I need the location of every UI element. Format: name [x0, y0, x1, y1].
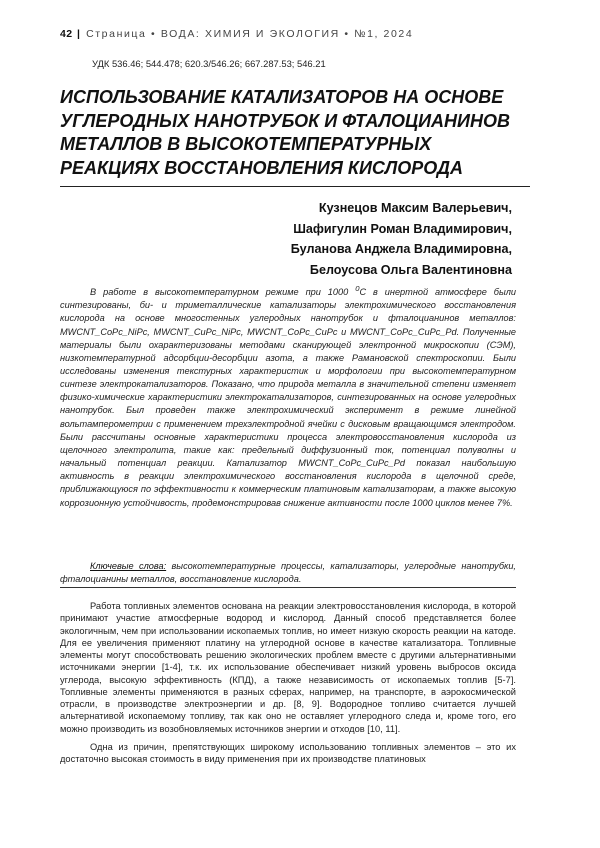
keywords-divider	[60, 587, 516, 588]
udc-code: УДК 536.46; 544.478; 620.3/546.26; 667.287.53; 546.21	[92, 58, 326, 69]
header-bullet: •	[344, 28, 350, 40]
issue-number: №1, 2024	[354, 28, 414, 40]
author-name: Кузнецов Максим Валерьевич,	[318, 201, 512, 215]
author-name: Белоусова Ольга Валентиновна	[309, 262, 512, 277]
header-separator: |	[77, 28, 82, 40]
author-list	[192, 198, 512, 280]
body-paragraph: Одна из причин, препятствующих широкому использованию топливных элементов – это их достаточно высокая стоимость в виду применения при их производстве платиновых	[60, 741, 516, 764]
title-divider	[60, 186, 530, 187]
header-bullet: •	[151, 28, 157, 40]
page-word: Страница	[86, 28, 147, 40]
page-number: 42	[60, 28, 73, 40]
degree-superscript: 0	[355, 284, 360, 293]
keywords-text: высокотемпературные процессы, катализаторы, углеродные нанотрубки, фталоцианины металлов, восстановление кислорода.	[60, 561, 516, 585]
author-name: Буланова Анджела Владимировна,	[290, 242, 512, 256]
abstract	[60, 282, 516, 510]
abstract-text: С в инертной атмосфере были синтезированы, би- и триметаллические катализаторы электрохимического восстановления кислорода на основе многостенных углеродных нанотрубок и фталоцианинов металлов: MWCNT_CoPc_NiPc, MWCNT_CuPc_NiPc, MWCNT_CoPc_CuPc и MWCNT_CoPc_CuPc_Pd. Полученные материалы были охарактеризованы методами сканирующей электронной микроскопии (СЭМ), низкотемпературной адсорбции-десорбции азота, а также Рамановской спектроскопии. Были исследованы изменения текстурных характеристик и морфологии при высокотемпературном синтезе электрокатализаторов. Показано, что природа металла в значительной степени изменяет физико-химические характеристики электрокатализаторов, синтезированных на основе углеродных нанотрубок. Был проведен также электрохимический эксперимент в режиме линейной вольтамперометрии с применением трехэлектродной ячейки с дисковым вращающимся электродом. Были рассчитаны основные характеристики процесса электровосстановления кислорода из щелочного электролита, такие как: предельный диффузионный ток, потенциал полуволны и начальный потенциал реакции. Катализатор MWCNT_CoPc_CuPc_Pd показал наибольшую активность в реакции электрохимического восстановления кислорода в щелочной среде, приближающуюся по эффективности к коммерческим платиновым катализаторам, а также высокую коррозионную устойчивость, продемонстрировав снижение активности после 1000 циклов менее 7%.	[60, 287, 516, 508]
journal-name: ВОДА: ХИМИЯ И ЭКОЛОГИЯ	[160, 28, 340, 40]
abstract-text: В работе в высокотемпературном режиме при 1000	[90, 287, 356, 298]
author-name: Шафигулин Роман Владимирович,	[293, 221, 512, 236]
running-header	[60, 28, 550, 40]
keywords-label: Ключевые слова:	[90, 561, 167, 571]
keywords	[60, 560, 516, 586]
body-paragraph: Работа топливных элементов основана на реакции электровосстановления кислорода, в которой принимают участие атмосферные водород и кислород. Данный способ представляется более экологичным, чем при использовании ископаемых топлив, но имеет низкую скорость реакции на катоде. Для ее увеличения применяют платину на углеродной основе в качестве катализатора. Топливные элементы могут способствовать решению экологических проблем вместе с другими альтернативными источниками энергии [1-4], т.к. их использование обеспечивает низкий уровень выбросов оксида углерода, высокую эффективность (КПД), а также независимость от ископаемых топлив [5-7]. Топливные элементы применяются в разных сферах, например, на транспорте, в аэрокосмической отрасли, в производстве электроэнергии и др. [8, 9]. Водородное топливо считается лучшей альтернативой ископаемому топливу, так как оно не оставляет углеродного следа и, кроме того, его можно производить из возобновляемых источников энергии и отходов [10, 11].	[60, 601, 516, 734]
article-body	[60, 600, 516, 771]
article-title: ИСПОЛЬЗОВАНИЕ КАТАЛИЗАТОРОВ НА ОСНОВЕ УГЛЕРОДНЫХ НАНОТРУБОК И ФТАЛОЦИАНИНОВ МЕТАЛЛОВ В ВЫСОКОТЕМПЕРАТУРНЫХ РЕАКЦИЯХ ВОССТАНОВЛЕНИЯ КИСЛОРОДА	[60, 87, 510, 178]
